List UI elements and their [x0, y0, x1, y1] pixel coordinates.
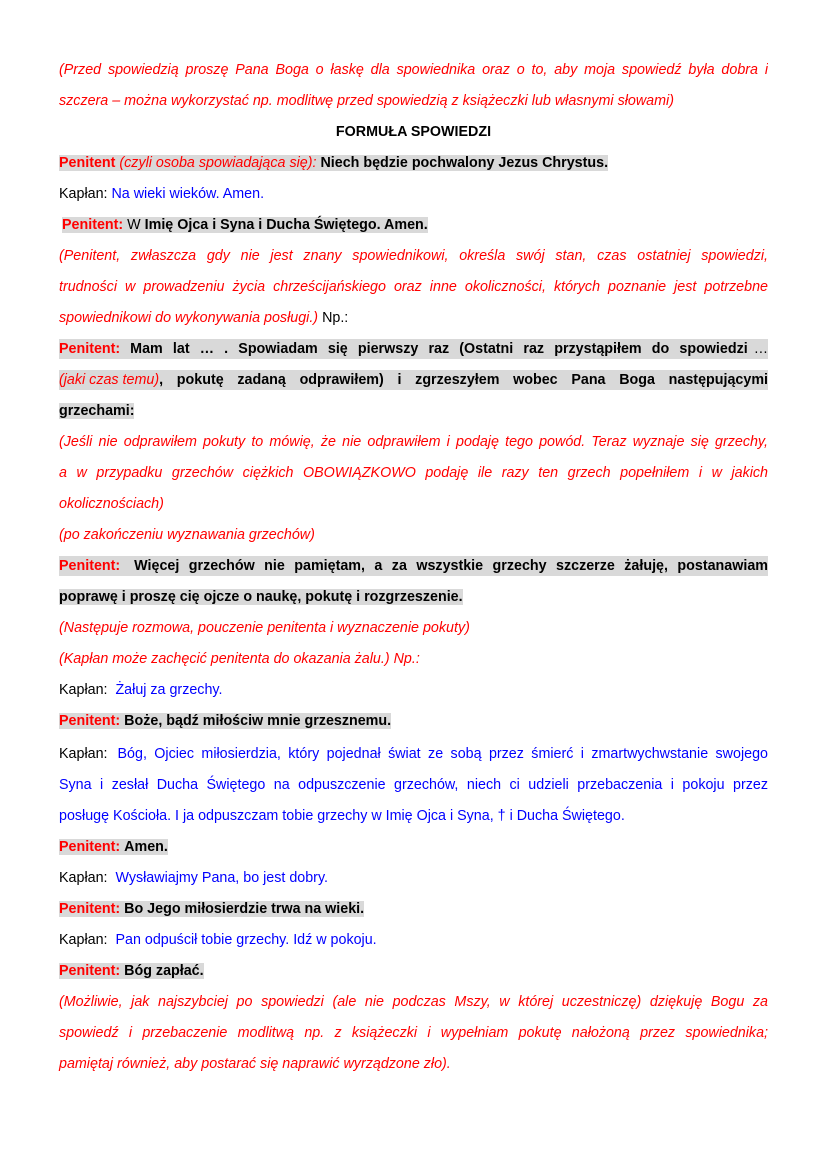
page-title: FORMUŁA SPOWIEDZI — [335, 124, 492, 140]
instruction-talk-line-1: (Następuje rozmowa, pouczenie penitenta i wyznaczenie pokuty) — [59, 620, 470, 636]
confession-end-text: Więcej grzechów nie pamiętam, a za wszystkie grzechy szczerze żałuję, postanawiam — [134, 558, 768, 574]
confession-end-line-2 — [59, 587, 768, 607]
penitent-label: Penitent: — [59, 341, 121, 357]
confession-start-line-1 — [59, 339, 768, 359]
confession-start-line-3 — [59, 401, 768, 421]
priest-reply-line — [59, 184, 768, 204]
instruction-state-line-1: (Penitent, zwłaszcza gdy nie jest znany spowiednikowi, określa swój stan, czas ostatniej spowiedzi, — [59, 248, 768, 264]
priest-praise-line — [59, 868, 768, 888]
outro-line-1: (Możliwie, jak najszybciej po spowiedzi (ale nie podczas Mszy, w której uczestniczę) dziękuję Bogu za — [59, 994, 768, 1010]
priest-reply-text: Na wieki wieków. Amen. — [111, 186, 265, 202]
confession-end-line-1 — [59, 556, 768, 576]
penitent-label: Penitent — [59, 155, 116, 171]
penitent-label: Penitent: — [59, 963, 121, 979]
penitent-label: Penitent: — [59, 839, 121, 855]
confession-start-text-3: grzechami: — [59, 403, 135, 419]
confession-start-line-2 — [59, 370, 768, 390]
priest-praise-text: Wysławiajmy Pana, bo jest dobry. — [115, 870, 329, 886]
confession-end-text-2: poprawę i proszę cię ojcze o naukę, pokutę i rozgrzeszenie. — [59, 589, 463, 605]
confession-start-text-2: , pokutę zadaną odprawiłem) i zgrzeszyłem wobec Pana Boga następującymi — [159, 372, 768, 388]
priest-label: Kapłan: — [59, 682, 108, 698]
priest-dismissal-text: Pan odpuścił tobie grzechy. Idź w pokoju. — [115, 932, 377, 948]
penitent-mercy-line — [59, 899, 768, 919]
instruction-talk-text: (Kapłan może zachęcić penitenta do okazania żalu.) — [59, 651, 390, 667]
instruction-state-line-2: trudności w prowadzeniu życia chrześcijańskiego oraz inne okoliczności, których poznanie jest potrzebne — [59, 279, 768, 295]
absolution-text-1: Bóg, Ojciec miłosierdzia, który pojednał świat ze sobą przez śmierć i zmartwychwstanie swojego — [117, 746, 768, 762]
sign-prefix: W — [127, 217, 141, 233]
instruction-sins-line-3: okolicznościach) — [59, 496, 164, 512]
sign-text: Imię Ojca i Syna i Ducha Świętego. Amen. — [144, 217, 428, 233]
absolution-line-1 — [59, 744, 768, 764]
penitent-contrition-text: Boże, bądź miłościw mnie grzesznemu. — [124, 713, 392, 729]
greeting-line — [59, 153, 768, 173]
instruction-state-text: spowiednikowi do wykonywania posługi.) — [59, 310, 319, 326]
instruction-sins-line-2: a w przypadku grzechów ciężkich OBOWIĄZKOWO podaję ile razy ten grzech popełniłem i w jakich — [59, 465, 768, 481]
np-label: Np.: — [393, 651, 420, 667]
instruction-state-line-3 — [59, 308, 768, 328]
np-label: Np.: — [322, 310, 349, 326]
penitent-note: (czyli osoba spowiadająca się): — [119, 155, 317, 171]
priest-label: Kapłan: — [59, 746, 108, 762]
intro-line-1: (Przed spowiedzią proszę Pana Boga o łaskę dla spowiednika oraz o to, aby moja spowiedź była dobra i — [59, 62, 768, 78]
penitent-contrition-line — [59, 711, 768, 731]
outro-line-3: pamiętaj również, aby postarać się naprawić wyrządzone zło). — [59, 1056, 451, 1072]
absolution-line-3: posługę Kościoła. I ja odpuszczam tobie grzechy w Imię Ojca i Syna, † i Ducha Świętego. — [59, 808, 625, 824]
penitent-label: Penitent: — [59, 558, 121, 574]
penitent-label: Penitent: — [62, 217, 124, 233]
penitent-thanks-line — [59, 961, 768, 981]
priest-contrition-text: Żałuj za grzechy. — [115, 682, 223, 698]
confession-start-text: Mam lat … . Spowiadam się pierwszy raz (Ostatni raz przystąpiłem do spowiedzi — [130, 341, 748, 357]
instruction-talk-line-2 — [59, 649, 768, 669]
sign-of-cross-line — [62, 215, 771, 235]
priest-label: Kapłan: — [59, 186, 108, 202]
penitent-amen-text: Amen. — [124, 839, 168, 855]
instruction-sins-line-1: (Jeśli nie odprawiłem pokuty to mówię, że nie odprawiłem i podaję tego powód. Teraz wyznaje się grzechy, — [59, 434, 768, 450]
penitent-label: Penitent: — [59, 901, 121, 917]
penitent-label: Penitent: — [59, 713, 121, 729]
priest-label: Kapłan: — [59, 870, 108, 886]
time-note: (jaki czas temu) — [59, 372, 160, 388]
penitent-mercy-text: Bo Jego miłosierdzie trwa na wieki. — [124, 901, 365, 917]
absolution-line-2: Syna i zesłał Ducha Świętego na odpuszczenie grzechów, niech ci udzieli przebaczenia i pokoju przez — [59, 777, 768, 793]
penitent-amen-line — [59, 837, 768, 857]
priest-dismissal-line — [59, 930, 768, 950]
penitent-thanks-text: Bóg zapłać. — [124, 963, 204, 979]
ellipsis: … — [753, 341, 768, 357]
outro-line-2: spowiedź i przebaczenie modlitwą np. z książeczki i wypełniam pokutę nałożoną przez spowiednika; — [59, 1025, 768, 1041]
greeting-text: Niech będzie pochwalony Jezus Chrystus. — [320, 155, 609, 171]
intro-line-2: szczera – można wykorzystać np. modlitwę przed spowiedzią z książeczki lub własnymi słowami) — [59, 93, 674, 109]
priest-label: Kapłan: — [59, 932, 108, 948]
instruction-sins-line-4: (po zakończeniu wyznawania grzechów) — [59, 527, 315, 543]
priest-contrition-line — [59, 680, 768, 700]
